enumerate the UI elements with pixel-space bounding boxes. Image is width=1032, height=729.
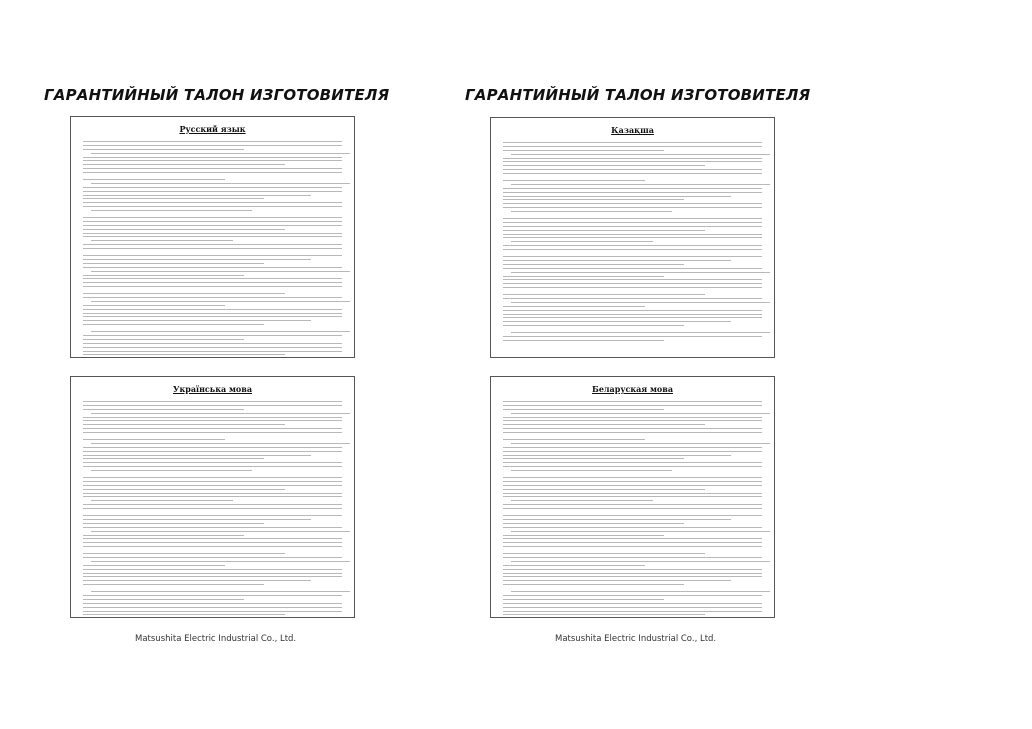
text-line bbox=[83, 275, 244, 276]
text-line bbox=[83, 462, 342, 463]
text-line bbox=[511, 413, 770, 414]
text-line bbox=[83, 496, 342, 497]
text-line bbox=[511, 531, 770, 532]
text-line bbox=[83, 515, 342, 516]
text-line bbox=[503, 173, 762, 174]
text-line bbox=[91, 531, 350, 532]
text-line bbox=[503, 230, 705, 231]
text-line bbox=[83, 286, 342, 287]
text-line bbox=[83, 485, 342, 486]
text-line bbox=[503, 611, 762, 612]
text-line bbox=[83, 160, 342, 161]
text-line bbox=[503, 466, 762, 467]
text-line bbox=[83, 603, 342, 604]
card-body-russian bbox=[83, 141, 342, 358]
text-line bbox=[83, 244, 342, 245]
text-line bbox=[503, 424, 705, 425]
text-line bbox=[503, 607, 762, 608]
text-line bbox=[83, 576, 342, 577]
text-line bbox=[511, 500, 653, 501]
text-line bbox=[83, 489, 285, 490]
text-line bbox=[83, 451, 342, 452]
text-line bbox=[83, 455, 311, 456]
text-line bbox=[83, 481, 342, 482]
text-line bbox=[83, 557, 342, 558]
text-line bbox=[83, 297, 342, 298]
text-line bbox=[83, 225, 342, 226]
text-line bbox=[503, 310, 762, 311]
text-line bbox=[503, 496, 762, 497]
text-line bbox=[83, 305, 225, 306]
text-line bbox=[503, 321, 731, 322]
text-line bbox=[503, 485, 762, 486]
text-line bbox=[91, 301, 350, 302]
text-line bbox=[503, 192, 762, 193]
text-line bbox=[83, 599, 244, 600]
text-line bbox=[83, 198, 264, 199]
text-line bbox=[83, 343, 342, 344]
text-line bbox=[83, 538, 342, 539]
text-line bbox=[503, 542, 762, 543]
text-line bbox=[503, 515, 762, 516]
text-line bbox=[503, 256, 762, 257]
card-title-belarusian: Беларуская мова bbox=[591, 384, 674, 394]
text-line bbox=[503, 451, 762, 452]
text-line bbox=[83, 259, 311, 260]
text-line bbox=[83, 409, 244, 410]
text-line bbox=[511, 561, 770, 562]
text-line bbox=[511, 591, 770, 592]
text-line bbox=[83, 519, 311, 520]
text-line bbox=[83, 267, 342, 268]
text-line bbox=[503, 279, 762, 280]
text-line bbox=[83, 565, 225, 566]
text-line bbox=[503, 417, 762, 418]
text-line bbox=[83, 335, 342, 336]
text-line bbox=[83, 164, 285, 165]
text-line bbox=[83, 424, 285, 425]
text-line bbox=[503, 165, 705, 166]
text-line bbox=[91, 210, 252, 211]
text-line bbox=[503, 314, 762, 315]
text-line bbox=[503, 226, 762, 227]
text-line bbox=[511, 302, 770, 303]
text-line bbox=[83, 233, 342, 234]
text-line bbox=[503, 249, 762, 250]
text-line bbox=[83, 569, 342, 570]
text-line bbox=[503, 245, 762, 246]
text-line bbox=[503, 142, 762, 143]
text-line bbox=[503, 218, 762, 219]
text-line bbox=[83, 458, 264, 459]
text-line bbox=[503, 584, 684, 585]
text-line bbox=[503, 481, 762, 482]
text-line bbox=[503, 264, 684, 265]
text-line bbox=[503, 294, 705, 295]
text-line bbox=[83, 573, 342, 574]
text-line bbox=[511, 470, 672, 471]
text-line bbox=[503, 325, 684, 326]
card-title-ukrainian: Українська мова bbox=[172, 384, 252, 394]
text-line bbox=[83, 179, 225, 180]
text-line bbox=[503, 477, 762, 478]
text-line bbox=[83, 229, 285, 230]
text-line bbox=[503, 199, 684, 200]
text-line bbox=[83, 466, 342, 467]
text-line bbox=[503, 603, 762, 604]
text-line bbox=[503, 595, 762, 596]
text-line bbox=[503, 535, 664, 536]
text-line bbox=[83, 553, 285, 554]
text-line bbox=[511, 211, 672, 212]
text-line bbox=[83, 217, 342, 218]
text-line bbox=[83, 278, 342, 279]
text-line bbox=[83, 611, 342, 612]
footer-left: Matsushita Electric Industrial Co., Ltd. bbox=[135, 634, 297, 644]
text-line bbox=[83, 439, 225, 440]
text-line bbox=[503, 538, 762, 539]
text-line bbox=[83, 320, 311, 321]
page-heading-right: ГАРАНТИЙНЫЙ ТАЛОН ИЗГОТОВИТЕЛЯ bbox=[465, 86, 811, 104]
text-line bbox=[503, 340, 664, 341]
text-line bbox=[83, 523, 264, 524]
text-line bbox=[91, 591, 350, 592]
text-line bbox=[83, 282, 342, 283]
text-line bbox=[503, 161, 762, 162]
text-line bbox=[91, 240, 233, 241]
text-line bbox=[503, 276, 664, 277]
text-line bbox=[503, 428, 762, 429]
text-line bbox=[83, 347, 342, 348]
text-line bbox=[503, 237, 762, 238]
text-line bbox=[83, 313, 342, 314]
warranty-card-belarusian bbox=[490, 376, 775, 618]
card-body-ukrainian bbox=[83, 401, 342, 618]
text-line bbox=[83, 477, 342, 478]
text-line bbox=[503, 447, 762, 448]
text-line bbox=[503, 614, 705, 615]
text-line bbox=[503, 169, 762, 170]
text-line bbox=[83, 248, 342, 249]
text-line bbox=[83, 417, 342, 418]
text-line bbox=[83, 584, 264, 585]
text-line bbox=[91, 413, 350, 414]
card-title-kazakh: Қазақша bbox=[611, 125, 654, 135]
text-line bbox=[91, 443, 350, 444]
text-line bbox=[503, 527, 762, 528]
text-line bbox=[503, 203, 762, 204]
text-line bbox=[503, 508, 762, 509]
text-line bbox=[83, 354, 285, 355]
text-line bbox=[503, 409, 664, 410]
text-line bbox=[503, 432, 762, 433]
text-line bbox=[83, 263, 264, 264]
text-line bbox=[503, 546, 762, 547]
text-line bbox=[83, 535, 244, 536]
card-body-belarusian bbox=[503, 401, 762, 618]
text-line bbox=[503, 287, 762, 288]
text-line bbox=[503, 458, 684, 459]
text-line bbox=[511, 443, 770, 444]
text-line bbox=[503, 283, 762, 284]
text-line bbox=[503, 306, 645, 307]
text-line bbox=[83, 580, 311, 581]
text-line bbox=[503, 599, 664, 600]
text-line bbox=[503, 576, 762, 577]
card-title-russian: Русский язык bbox=[179, 124, 246, 134]
text-line bbox=[503, 569, 762, 570]
text-line bbox=[83, 172, 342, 173]
text-line bbox=[503, 462, 762, 463]
text-line bbox=[83, 195, 311, 196]
text-line bbox=[503, 519, 731, 520]
text-line bbox=[83, 293, 285, 294]
text-line bbox=[83, 202, 342, 203]
text-line bbox=[83, 420, 342, 421]
text-line bbox=[83, 316, 342, 317]
text-line bbox=[511, 184, 770, 185]
text-line bbox=[83, 221, 342, 222]
text-line bbox=[83, 607, 342, 608]
warranty-card-kazakh bbox=[490, 117, 775, 358]
text-line bbox=[503, 565, 645, 566]
text-line bbox=[503, 553, 705, 554]
text-line bbox=[503, 336, 762, 337]
text-line bbox=[83, 405, 342, 406]
text-line bbox=[83, 614, 285, 615]
text-line bbox=[83, 339, 244, 340]
text-line bbox=[83, 595, 342, 596]
text-line bbox=[83, 157, 342, 158]
text-line bbox=[503, 268, 762, 269]
text-line bbox=[91, 470, 252, 471]
text-line bbox=[91, 500, 233, 501]
text-line bbox=[83, 191, 342, 192]
text-line bbox=[83, 149, 244, 150]
text-line bbox=[503, 573, 762, 574]
text-line bbox=[503, 234, 762, 235]
text-line bbox=[83, 351, 342, 352]
text-line bbox=[503, 405, 762, 406]
text-line bbox=[83, 508, 342, 509]
text-line bbox=[503, 401, 762, 402]
text-line bbox=[83, 447, 342, 448]
text-line bbox=[503, 260, 731, 261]
text-line bbox=[503, 196, 731, 197]
text-line bbox=[503, 150, 664, 151]
text-line bbox=[83, 145, 342, 146]
text-line bbox=[91, 153, 350, 154]
page-heading-left: ГАРАНТИЙНЫЙ ТАЛОН ИЗГОТОВИТЕЛЯ bbox=[44, 86, 390, 104]
text-line bbox=[511, 332, 770, 333]
text-line bbox=[503, 489, 705, 490]
text-line bbox=[503, 580, 731, 581]
text-line bbox=[503, 158, 762, 159]
footer-right: Matsushita Electric Industrial Co., Ltd. bbox=[555, 634, 717, 644]
text-line bbox=[91, 271, 350, 272]
text-line bbox=[503, 523, 684, 524]
text-line bbox=[83, 401, 342, 402]
text-line bbox=[503, 207, 762, 208]
text-line bbox=[503, 420, 762, 421]
text-line bbox=[503, 298, 762, 299]
text-line bbox=[503, 146, 762, 147]
text-line bbox=[511, 154, 770, 155]
text-line bbox=[503, 188, 762, 189]
warranty-card-russian bbox=[70, 116, 355, 358]
text-line bbox=[83, 309, 342, 310]
text-line bbox=[503, 504, 762, 505]
text-line bbox=[83, 187, 342, 188]
text-line bbox=[83, 324, 264, 325]
text-line bbox=[83, 168, 342, 169]
text-line bbox=[503, 180, 645, 181]
text-line bbox=[83, 206, 342, 207]
text-line bbox=[503, 439, 645, 440]
card-body-kazakh bbox=[503, 142, 762, 344]
text-line bbox=[91, 331, 350, 332]
text-line bbox=[83, 141, 342, 142]
text-line bbox=[83, 542, 342, 543]
text-line bbox=[83, 428, 342, 429]
text-line bbox=[83, 432, 342, 433]
text-line bbox=[83, 236, 342, 237]
warranty-card-ukrainian bbox=[70, 376, 355, 618]
text-line bbox=[83, 504, 342, 505]
text-line bbox=[83, 493, 342, 494]
text-line bbox=[91, 561, 350, 562]
text-line bbox=[83, 527, 342, 528]
text-line bbox=[83, 255, 342, 256]
text-line bbox=[503, 455, 731, 456]
text-line bbox=[503, 493, 762, 494]
text-line bbox=[91, 183, 350, 184]
text-line bbox=[83, 546, 342, 547]
text-line bbox=[503, 557, 762, 558]
text-line bbox=[503, 317, 762, 318]
text-line bbox=[511, 241, 653, 242]
text-line bbox=[503, 222, 762, 223]
text-line bbox=[511, 272, 770, 273]
